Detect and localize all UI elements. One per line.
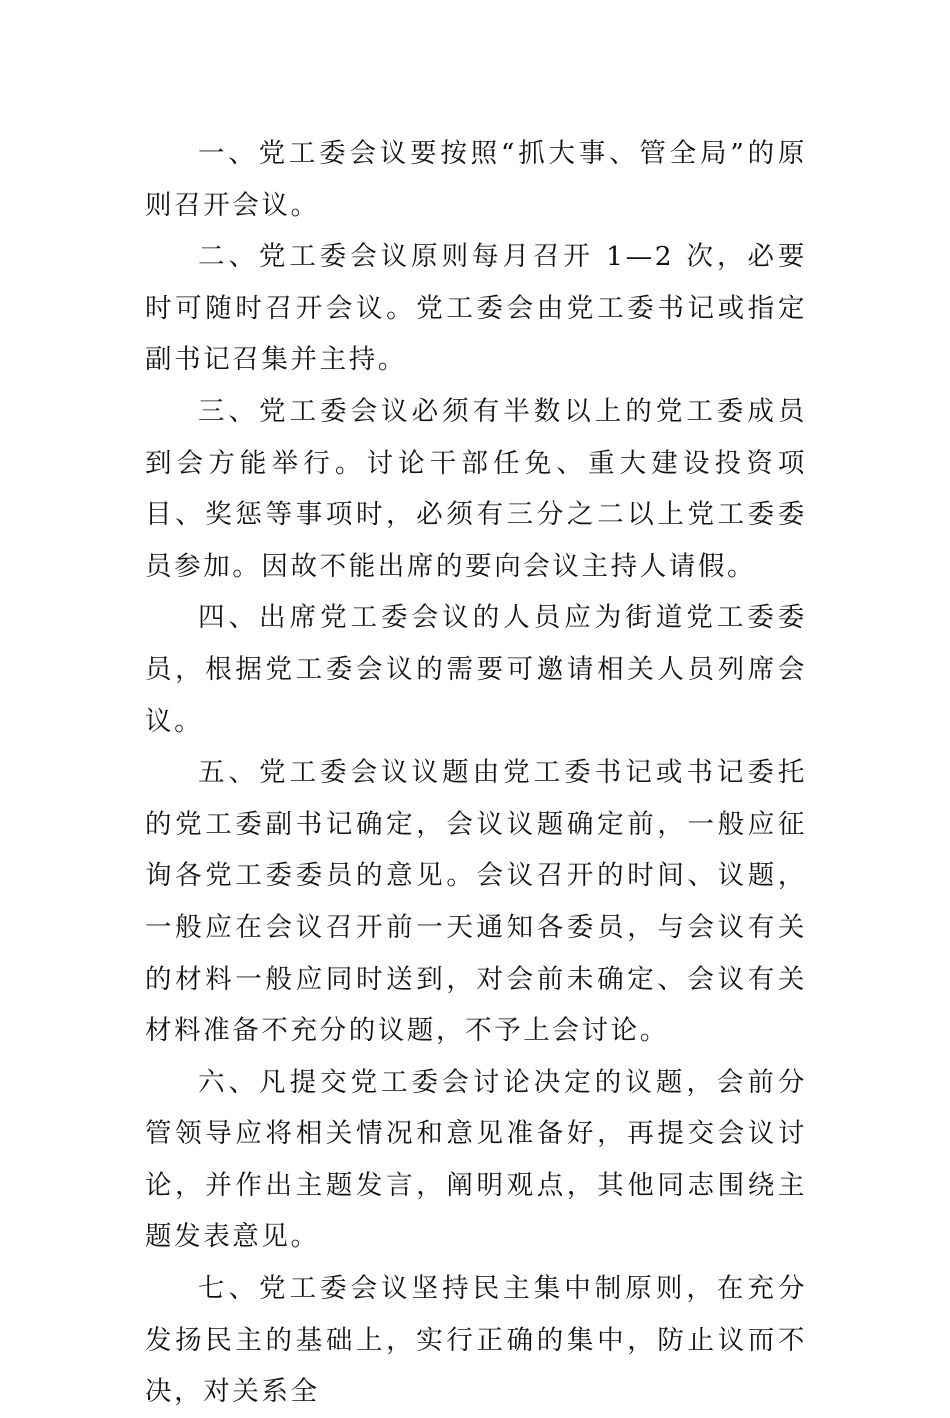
paragraph-1: 一、党工委会议要按照“抓大事、管全局”的原则召开会议。	[145, 138, 807, 221]
paragraph-5: 五、党工委会议议题由党工委书记或书记委托的党工委副书记确定，会议议题确定前，一般应征询各党工委委员的意见。会议召开的时间、议题，一般应在会议召开前一天通知各委员，与会议有关的材料一般应同时送到，对会前未确定、会议有关材料准备不充分的议题，不予上会讨论。	[145, 757, 807, 1047]
paragraph-4: 四、出席党工委会议的人员应为街道党工委委员，根据党工委会议的需要可邀请相关人员列席会议。	[145, 602, 807, 737]
paragraph-7: 七、党工委会议坚持民主集中制原则，在充分发扬民主的基础上，实行正确的集中，防止议而不决，对关系全	[145, 1273, 807, 1408]
document-body	[145, 128, 807, 1418]
paragraph-6: 六、凡提交党工委会讨论决定的议题，会前分管领导应将相关情况和意见准备好，再提交会议讨论，并作出主题发言，阐明观点，其他同志围绕主题发表意见。	[145, 1066, 807, 1253]
paragraph-3: 三、党工委会议必须有半数以上的党工委成员到会方能举行。讨论干部任免、重大建设投资项目、奖惩等事项时，必须有三分之二以上党工委委员参加。因故不能出席的要向会议主持人请假。	[145, 395, 807, 582]
paragraph-2: 二、党工委会议原则每月召开 1—2 次，必要时可随时召开会议。党工委会由党工委书记或指定副书记召集并主持。	[145, 241, 807, 376]
